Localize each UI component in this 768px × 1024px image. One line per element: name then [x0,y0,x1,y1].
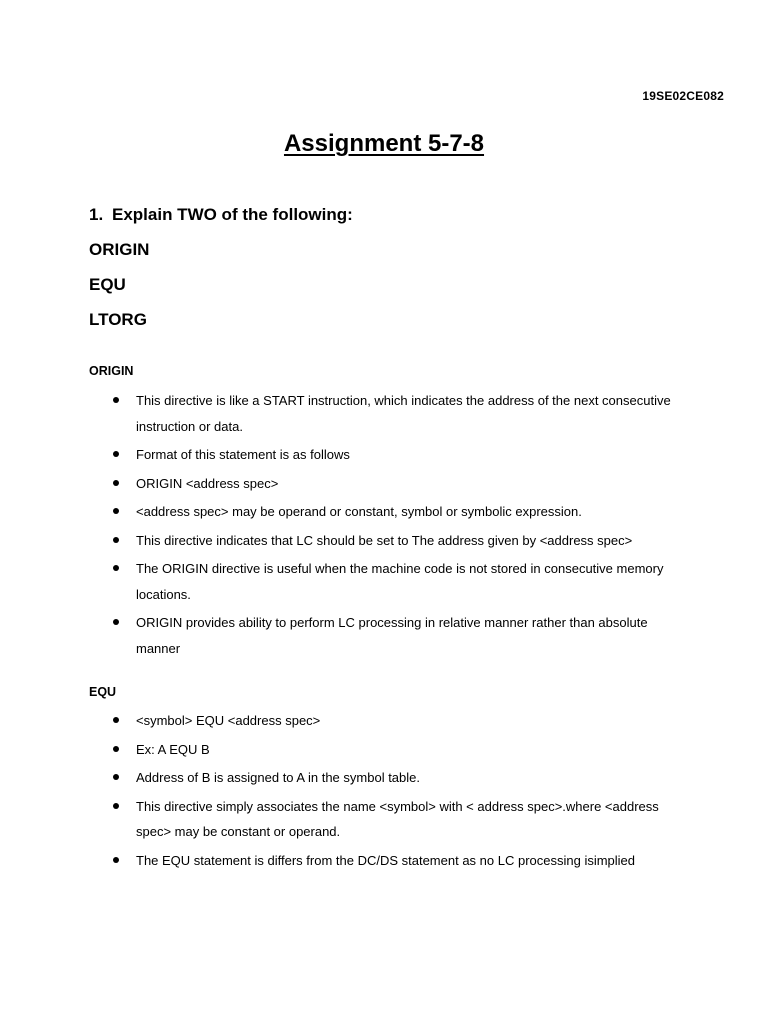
list-item: ORIGIN provides ability to perform LC processing in relative manner rather than absolute manner [113,610,693,661]
assignment-title [0,130,768,158]
question-text: Explain TWO of the following: [112,205,353,224]
list-item: The EQU statement is differs from the DC/DS statement as no LC processing isimplied [113,848,693,874]
assignment-title-text: Assignment 5-7-8 [283,130,485,157]
origin-bullet-list [113,388,693,664]
list-item: This directive simply associates the name <symbol> with < address spec>.where <address spec> may be constant or operand. [113,794,693,845]
term-ltorg: LTORG [89,310,147,329]
list-item: The ORIGIN directive is useful when the machine code is not stored in consecutive memory locations. [113,556,693,607]
list-item: Format of this statement is as follows [113,442,693,468]
section-heading-equ: EQU [89,685,117,699]
list-item: This directive is like a START instruction, which indicates the address of the next consecutive instruction or data. [113,388,693,439]
list-item: <symbol> EQU <address spec> [113,708,693,734]
question-heading [89,205,353,225]
section-heading-origin: ORIGIN [89,364,134,378]
equ-bullet-list [113,708,693,876]
list-item: This directive indicates that LC should be set to The address given by <address spec> [113,528,693,554]
term-equ: EQU [89,275,126,294]
list-item: ORIGIN <address spec> [113,471,693,497]
list-item: Ex: A EQU B [113,737,693,763]
question-number: 1. [89,205,104,224]
term-origin: ORIGIN [89,240,150,259]
student-id: 19SE02CE082 [642,89,724,103]
list-item: <address spec> may be operand or constant, symbol or symbolic expression. [113,499,693,525]
list-item: Address of B is assigned to A in the symbol table. [113,765,693,791]
